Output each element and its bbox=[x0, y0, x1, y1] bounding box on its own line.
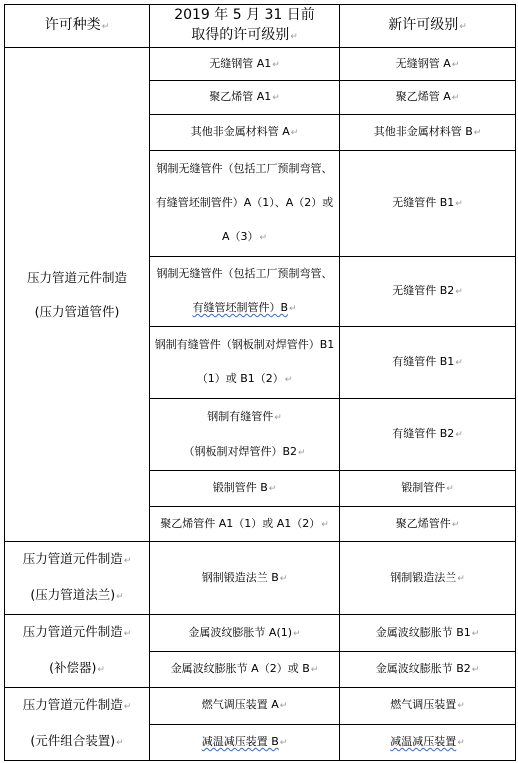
old-level-cell: 锻制管件 B↵ bbox=[150, 471, 340, 507]
new-level-cell: 金属波纹膨胀节 B2↵ bbox=[340, 652, 516, 688]
category-cell: 压力管道元件制造 (压力管道管件) bbox=[5, 48, 150, 542]
new-level-cell: 金属波纹膨胀节 B1↵ bbox=[340, 615, 516, 652]
header-new-level: 新许可级别↵ bbox=[340, 5, 516, 48]
new-level-cell: 有缝管件 B2↵ bbox=[340, 399, 516, 471]
old-level-cell: 金属波纹膨胀节 A(1)↵ bbox=[150, 615, 340, 652]
license-table bbox=[4, 4, 516, 761]
header-row bbox=[5, 5, 516, 48]
old-level-cell: 聚乙烯管件 A1（1）或 A1（2）↵ bbox=[150, 507, 340, 542]
header-old-level bbox=[150, 5, 340, 48]
table-row bbox=[5, 48, 516, 81]
old-level-cell: 钢制锻造法兰 B↵ bbox=[150, 542, 340, 615]
category-cell: 压力管道元件制造↵ (补偿器)↵ bbox=[5, 615, 150, 688]
old-level-cell: 燃气调压装置 A↵ bbox=[150, 688, 340, 725]
new-level-cell: 无缝管件 B2↵ bbox=[340, 257, 516, 327]
old-level-cell: 聚乙烯管 A1↵ bbox=[150, 81, 340, 115]
old-level-cell: 其他非金属材料管 A↵ bbox=[150, 115, 340, 151]
old-level-cell: 钢制无缝管件（包括工厂预制弯管、 有缝管坯制管件）A（1）、A（2）或 A（3）↵ bbox=[150, 151, 340, 257]
old-level-cell: 钢制有缝管件↵ （钢板制对焊管件）B2↵ bbox=[150, 399, 340, 471]
old-level-cell: 减温减压装置 B↵ bbox=[150, 724, 340, 761]
new-level-cell: 钢制锻造法兰↵ bbox=[340, 542, 516, 615]
new-level-cell: 减温减压装置↵ bbox=[340, 724, 516, 761]
new-level-cell: 锻制管件↵ bbox=[340, 471, 516, 507]
header-old-level-line1: 2019 年 5 月 31 日前 bbox=[174, 7, 315, 23]
old-level-cell: 钢制有缝管件（钢板制对焊管件）B1 （1）或 B1（2）↵ bbox=[150, 327, 340, 399]
new-level-cell: 无缝钢管 A↵ bbox=[340, 48, 516, 81]
table-row bbox=[5, 615, 516, 652]
old-level-cell: 钢制无缝管件（包括工厂预制弯管、 有缝管坯制管件）B↵ bbox=[150, 257, 340, 327]
old-level-cell: 金属波纹膨胀节 A（2）或 B↵ bbox=[150, 652, 340, 688]
new-level-cell: 燃气调压装置↵ bbox=[340, 688, 516, 725]
header-license-type: 许可种类↵ bbox=[5, 5, 150, 48]
new-level-cell: 其他非金属材料管 B↵ bbox=[340, 115, 516, 151]
table-row bbox=[5, 542, 516, 615]
table-row bbox=[5, 688, 516, 725]
new-level-cell: 聚乙烯管件↵ bbox=[340, 507, 516, 542]
category-cell: 压力管道元件制造↵ (压力管道法兰)↵ bbox=[5, 542, 150, 615]
category-cell: 压力管道元件制造↵ (元件组合装置)↵ bbox=[5, 688, 150, 761]
old-level-cell: 无缝钢管 A1↵ bbox=[150, 48, 340, 81]
header-old-level-line2: 取得的许可级别↵ bbox=[191, 27, 298, 43]
new-level-cell: 有缝管件 B1↵ bbox=[340, 327, 516, 399]
new-level-cell: 聚乙烯管 A↵ bbox=[340, 81, 516, 115]
new-level-cell: 无缝管件 B1↵ bbox=[340, 151, 516, 257]
